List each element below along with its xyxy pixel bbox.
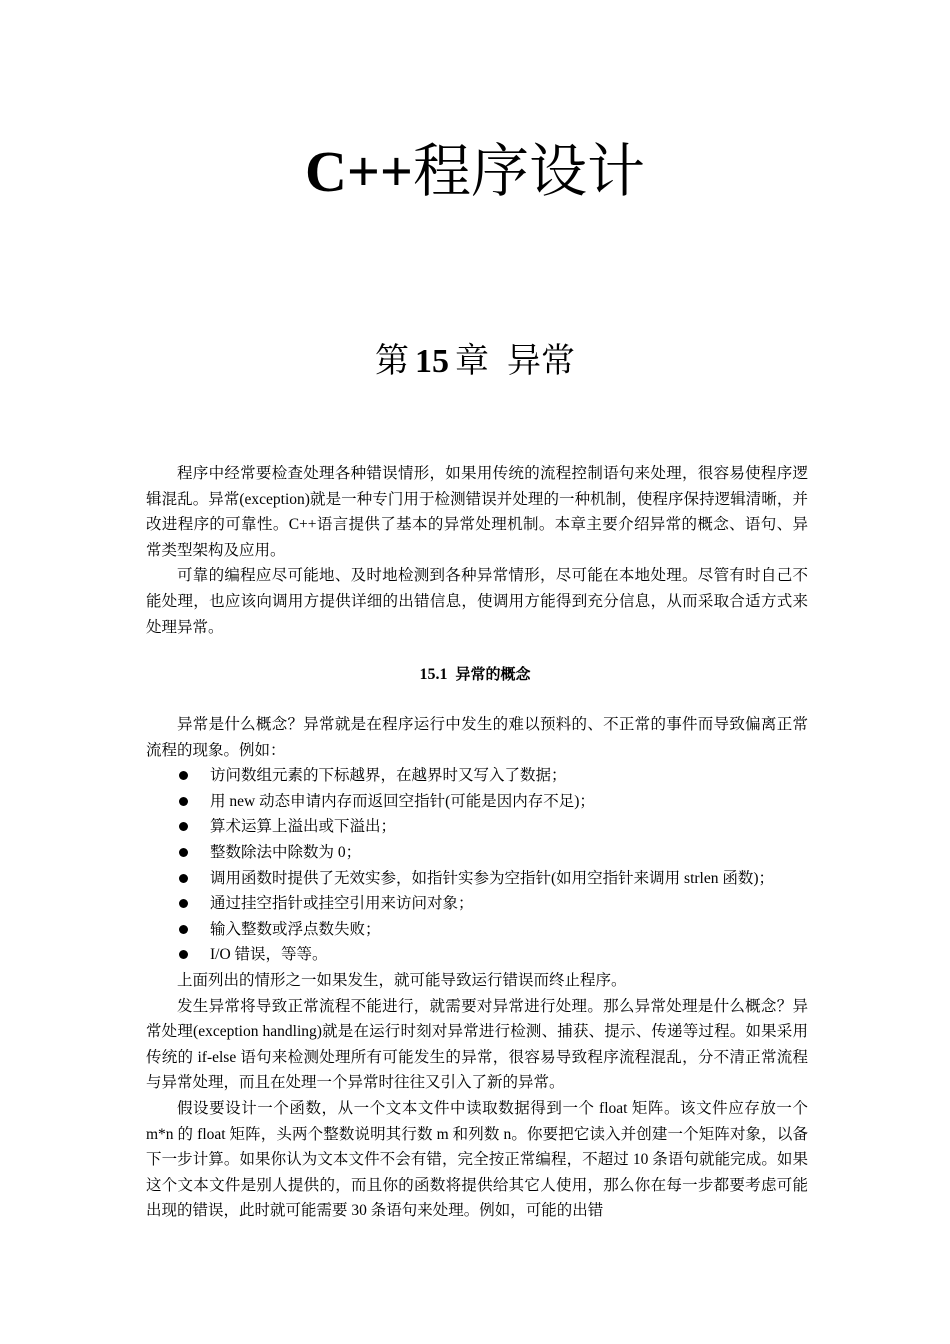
body-paragraph: 假设要设计一个函数，从一个文本文件中读取数据得到一个 float 矩阵。该文件应存放一个 m*n 的 float 矩阵，头两个整数说明其行数 m 和列数 n。你要把它读入并创建一个矩阵对象，以备下一步计算。如果你认为文本文件不会有错，完全按正常编程，不超过 10 条语句就能完成。如果这个文本文件是别人提供的，而且你的函数将提供给其它人使用，那么你在每一步都要考虑可能出现的错误，此时就可能需要 30 条语句来处理。例如，可能的出错 xyxy=(146,1099,808,1220)
intro-block xyxy=(146,461,808,640)
list-item xyxy=(146,840,808,866)
list-item xyxy=(146,789,808,815)
chapter-name: 异常 xyxy=(507,341,575,381)
section-number: 15.1 xyxy=(419,666,448,683)
list-item xyxy=(146,763,808,789)
bullet-icon xyxy=(179,950,188,959)
book-title-cjk: 程序设计 xyxy=(412,137,645,205)
chapter-suffix: 章 xyxy=(455,341,489,381)
list-item-text: 算术运算上溢出或下溢出； xyxy=(210,818,397,836)
body-paragraph: 上面列出的情形之一如果发生，就可能导致运行错误而终止程序。 xyxy=(177,971,627,989)
list-item-text: 调用函数时提供了无效实参，如指针实参为空指针(如用空指针来调用 strlen 函数)； xyxy=(210,869,775,887)
bullet-icon xyxy=(179,899,188,908)
list-item-text: 整数除法中除数为 0； xyxy=(210,843,362,861)
list-item-text: 通过挂空指针或挂空引用来访问对象； xyxy=(210,895,474,913)
bullet-icon xyxy=(179,874,188,883)
section-title-text: 异常的概念 xyxy=(455,665,531,683)
bullet-icon xyxy=(179,848,188,857)
section-body xyxy=(146,712,808,1224)
intro-paragraph: 程序中经常要检查处理各种错误情形，如果用传统的流程控制语句来处理，很容易使程序逻辑混乱。异常(exception)就是一种专门用于检测错误并处理的一种机制，使程序保持逻辑清晰，并改进程序的可靠性。C++语言提供了基本的异常处理机制。本章主要介绍异常的概念、语句、异常类型架构及应用。 xyxy=(146,465,808,559)
list-item-text: 用 new 动态申请内存而返回空指针(可能是因内存不足)； xyxy=(210,792,595,810)
list-item-text: 访问数组元素的下标越界，在越界时又写入了数据； xyxy=(210,767,567,785)
section-heading xyxy=(0,662,950,687)
book-title-latin: C++ xyxy=(304,139,413,204)
list-item xyxy=(146,891,808,917)
list-item xyxy=(146,917,808,943)
exception-examples-list xyxy=(146,763,808,968)
bullet-icon xyxy=(179,925,188,934)
chapter-number: 15 xyxy=(415,343,449,380)
section-paragraph: 异常是什么概念？异常就是在程序运行中发生的难以预料的、不正常的事件而导致偏离正常流程的现象。例如： xyxy=(146,716,808,759)
list-item xyxy=(146,814,808,840)
book-title xyxy=(0,138,950,205)
chapter-title xyxy=(0,339,950,384)
bullet-icon xyxy=(179,822,188,831)
list-item xyxy=(146,942,808,968)
list-item xyxy=(146,866,808,892)
intro-paragraph: 可靠的编程应尽可能地、及时地检测到各种异常情形，尽可能在本地处理。尽管有时自己不能处理，也应该向调用方提供详细的出错信息，使调用方能得到充分信息，从而采取合适方式来处理异常。 xyxy=(146,567,808,636)
chapter-prefix: 第 xyxy=(375,341,409,381)
list-item-text: I/O 错误，等等。 xyxy=(210,946,328,964)
list-item-text: 输入整数或浮点数失败； xyxy=(210,920,381,938)
bullet-icon xyxy=(179,771,188,780)
body-paragraph: 发生异常将导致正常流程不能进行，就需要对异常进行处理。那么异常处理是什么概念？异常处理(exception handling)就是在运行时刻对异常进行检测、捕获、提示、传递等过程。如果采用传统的 if-else 语句来检测处理所有可能发生的异常，很容易导致程序流程混乱，分不清正常流程与异常处理，而且在处理一个异常时往往又引入了新的异常。 xyxy=(146,997,808,1092)
bullet-icon xyxy=(179,797,188,806)
